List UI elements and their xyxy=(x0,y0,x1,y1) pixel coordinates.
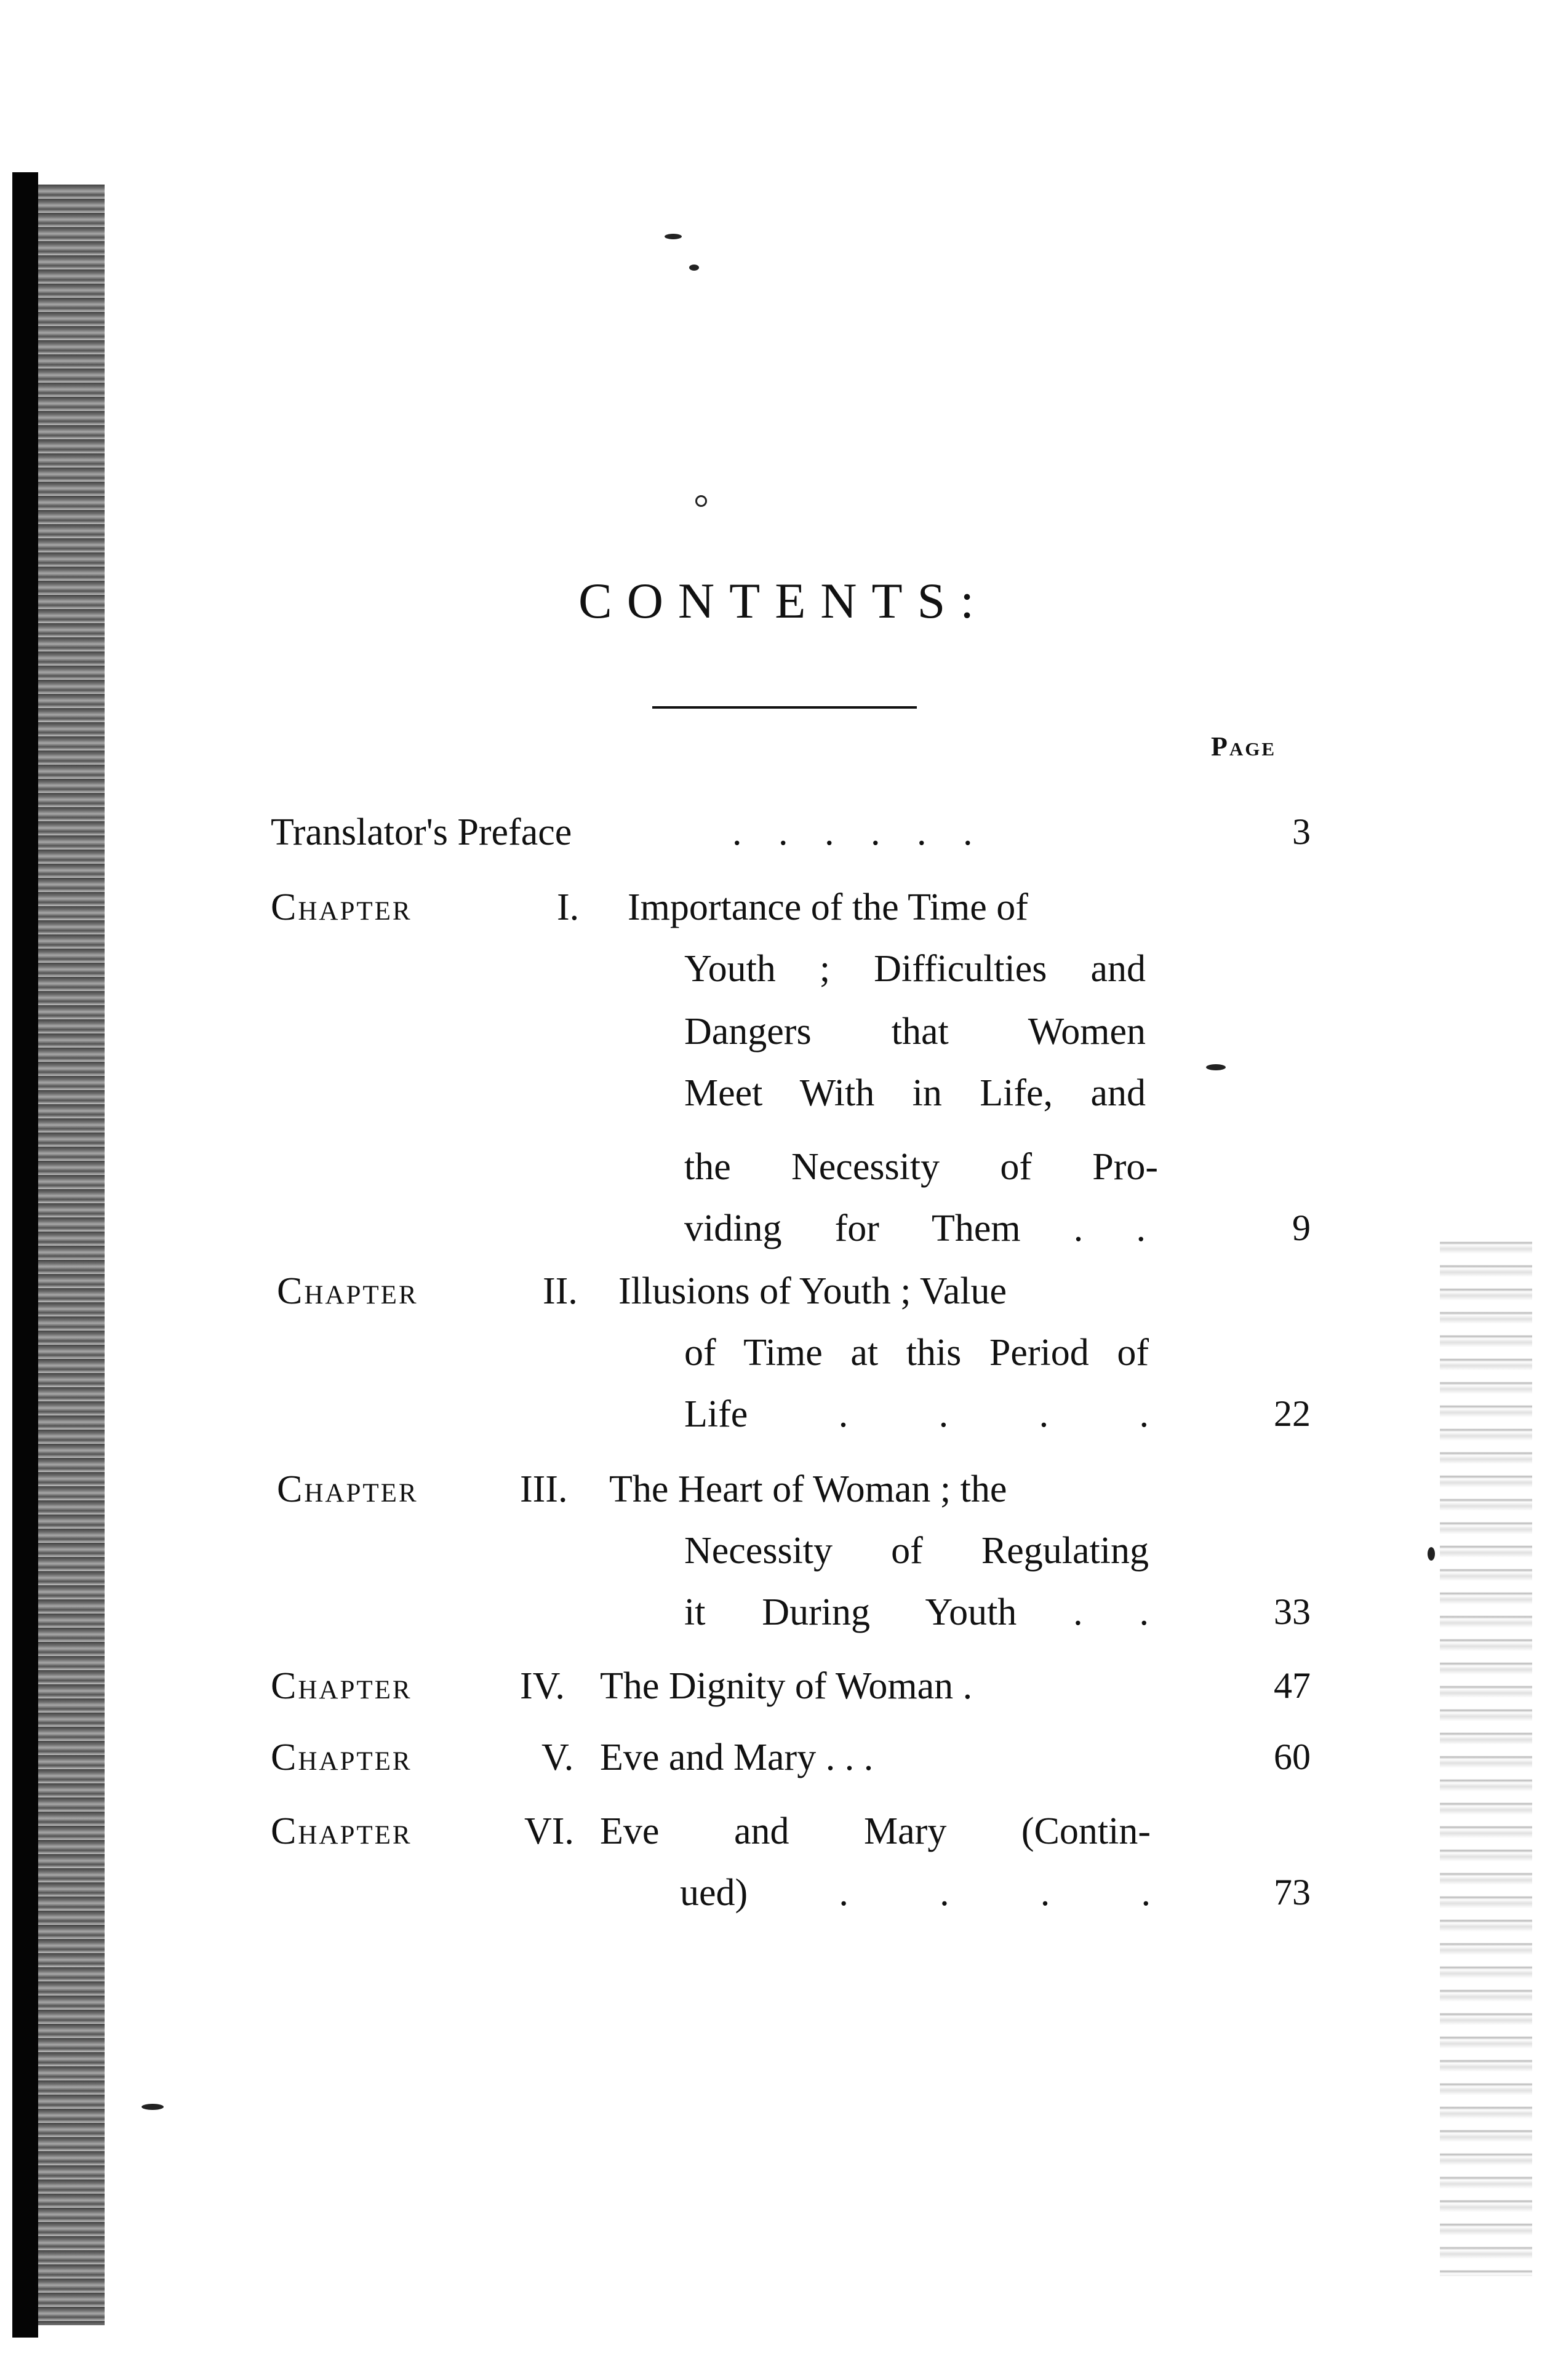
chapter-title-line: of Time at this Period of xyxy=(684,1332,1149,1374)
ink-speck xyxy=(665,234,682,239)
chapter-number: V. xyxy=(541,1737,574,1778)
toc-page-number: 73 xyxy=(1274,1872,1311,1912)
chapter-label: Chapter xyxy=(277,1468,418,1510)
chapter-title-line: The Dignity of Woman . xyxy=(600,1665,973,1707)
toc-page-number: 47 xyxy=(1274,1665,1311,1706)
ink-speck xyxy=(1206,1064,1226,1070)
chapter-title-line: viding for Them . . xyxy=(684,1208,1146,1249)
chapter-title-line: Illusions of Youth ; Value xyxy=(618,1270,1007,1312)
chapter-title-line: Meet With in Life, and xyxy=(684,1072,1146,1114)
chapter-title-line: Eve and Mary (Contin- xyxy=(600,1810,1151,1852)
chapter-label: Chapter xyxy=(277,1270,418,1312)
page-right-edge xyxy=(1440,1230,1532,2276)
toc-page-number: 60 xyxy=(1274,1737,1311,1777)
chapter-number: II. xyxy=(543,1270,578,1312)
chapter-title-line: Dangers that Women xyxy=(684,1011,1146,1053)
chapter-number: IV. xyxy=(520,1665,565,1707)
chapter-title-line: Youth ; Difficulties and xyxy=(684,948,1146,990)
preface-label: Translator's Preface xyxy=(271,811,572,853)
chapter-number: VI. xyxy=(524,1810,574,1852)
chapter-title-line: The Heart of Woman ; the xyxy=(609,1468,1007,1510)
ink-speck xyxy=(1428,1547,1435,1561)
title-rule xyxy=(652,706,917,709)
chapter-title-line: ued) . . . . xyxy=(680,1872,1151,1914)
chapter-number: III. xyxy=(520,1468,568,1510)
ink-speck xyxy=(695,495,707,507)
chapter-number: I. xyxy=(557,886,580,928)
toc-page-number: 22 xyxy=(1274,1393,1311,1434)
chapter-title-line: Importance of the Time of xyxy=(628,886,1028,928)
chapter-title-line: Life . . . . xyxy=(684,1393,1149,1435)
chapter-title-line: the Necessity of Pro- xyxy=(684,1146,1158,1188)
toc-leader: . . . . . . xyxy=(732,811,986,853)
chapter-title-line: it During Youth . . xyxy=(684,1591,1149,1633)
chapter-label: Chapter xyxy=(271,1665,412,1707)
page-binding-shadow xyxy=(12,172,38,2338)
toc-entry-preface-label xyxy=(271,811,572,854)
chapter-title-line: Necessity of Regulating xyxy=(684,1530,1149,1572)
ink-speck xyxy=(142,2104,164,2110)
ink-speck xyxy=(689,265,699,271)
chapter-label: Chapter xyxy=(271,886,412,928)
chapter-label: Chapter xyxy=(271,1810,412,1852)
toc-page-number: 33 xyxy=(1274,1591,1311,1632)
chapter-title-line: Eve and Mary . . . xyxy=(600,1737,874,1778)
toc-page-number: 3 xyxy=(1292,811,1311,852)
page-column-heading: Page xyxy=(1211,731,1277,762)
toc-page-number: 9 xyxy=(1292,1208,1311,1248)
chapter-label: Chapter xyxy=(271,1737,412,1778)
page-title: CONTENTS: xyxy=(578,573,989,629)
